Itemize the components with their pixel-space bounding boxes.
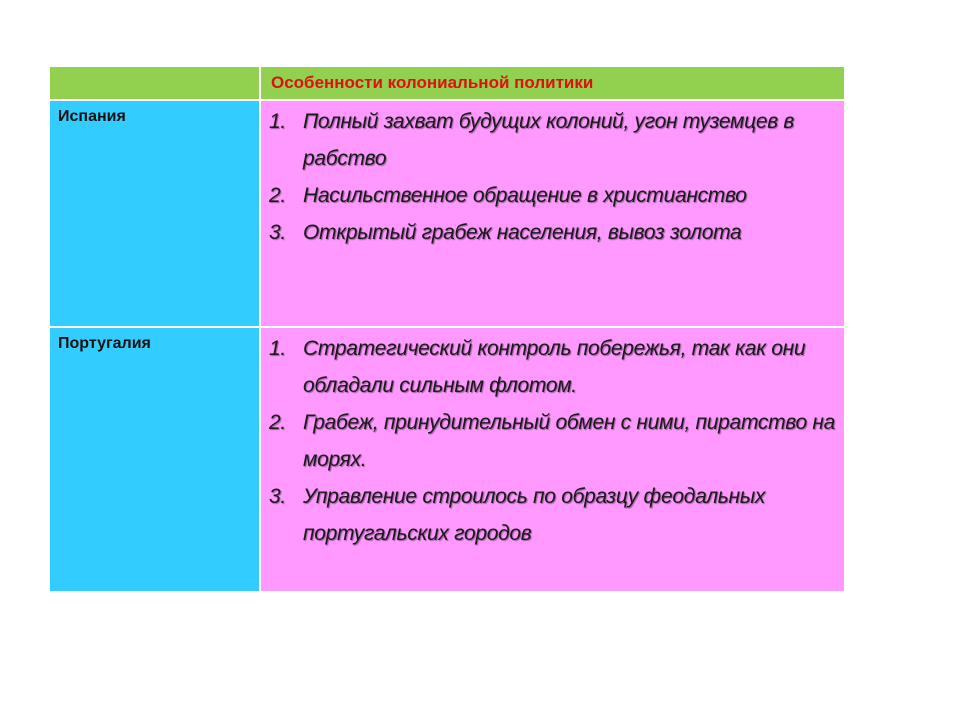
list-item-number: 2. bbox=[269, 184, 286, 207]
list-item-text: Стратегический контроль побережья, так как они обладали сильным флотом. bbox=[303, 337, 806, 397]
list-item-text: Грабеж, принудительный обмен с ними, пиратство на морях. bbox=[303, 411, 836, 471]
policy-cell-spain bbox=[260, 100, 845, 327]
list-item-text: Полный захват будущих колоний, угон туземцев в рабство bbox=[303, 110, 795, 170]
list-item bbox=[261, 478, 844, 552]
colonial-policy-table bbox=[48, 65, 846, 593]
list-item-text: Насильственное обращение в христианство bbox=[303, 184, 747, 207]
list-item-number: 2. bbox=[269, 411, 286, 434]
list-item bbox=[261, 177, 844, 214]
table-header-row bbox=[49, 66, 845, 100]
list-item-text: Открытый грабеж населения, вывоз золота bbox=[303, 221, 742, 244]
header-empty-cell bbox=[49, 66, 260, 100]
policy-list-spain bbox=[261, 101, 844, 251]
list-item-number: 3. bbox=[269, 221, 286, 244]
list-item-number: 3. bbox=[269, 485, 286, 508]
country-cell-portugal: Португалия bbox=[49, 327, 260, 592]
header-title-cell bbox=[260, 66, 845, 100]
header-title: Особенности колониальной политики bbox=[271, 73, 594, 92]
table-row bbox=[49, 100, 845, 327]
list-item bbox=[261, 330, 844, 404]
list-item bbox=[261, 214, 844, 251]
list-item-number: 1. bbox=[269, 337, 286, 360]
policy-cell-portugal bbox=[260, 327, 845, 592]
table-row bbox=[49, 327, 845, 592]
list-item-number: 1. bbox=[269, 110, 286, 133]
list-item bbox=[261, 103, 844, 177]
country-cell-spain: Испания bbox=[49, 100, 260, 327]
list-item bbox=[261, 404, 844, 478]
policy-list-portugal bbox=[261, 328, 844, 552]
list-item-text: Управление строилось по образцу феодальных португальских городов bbox=[303, 485, 766, 545]
